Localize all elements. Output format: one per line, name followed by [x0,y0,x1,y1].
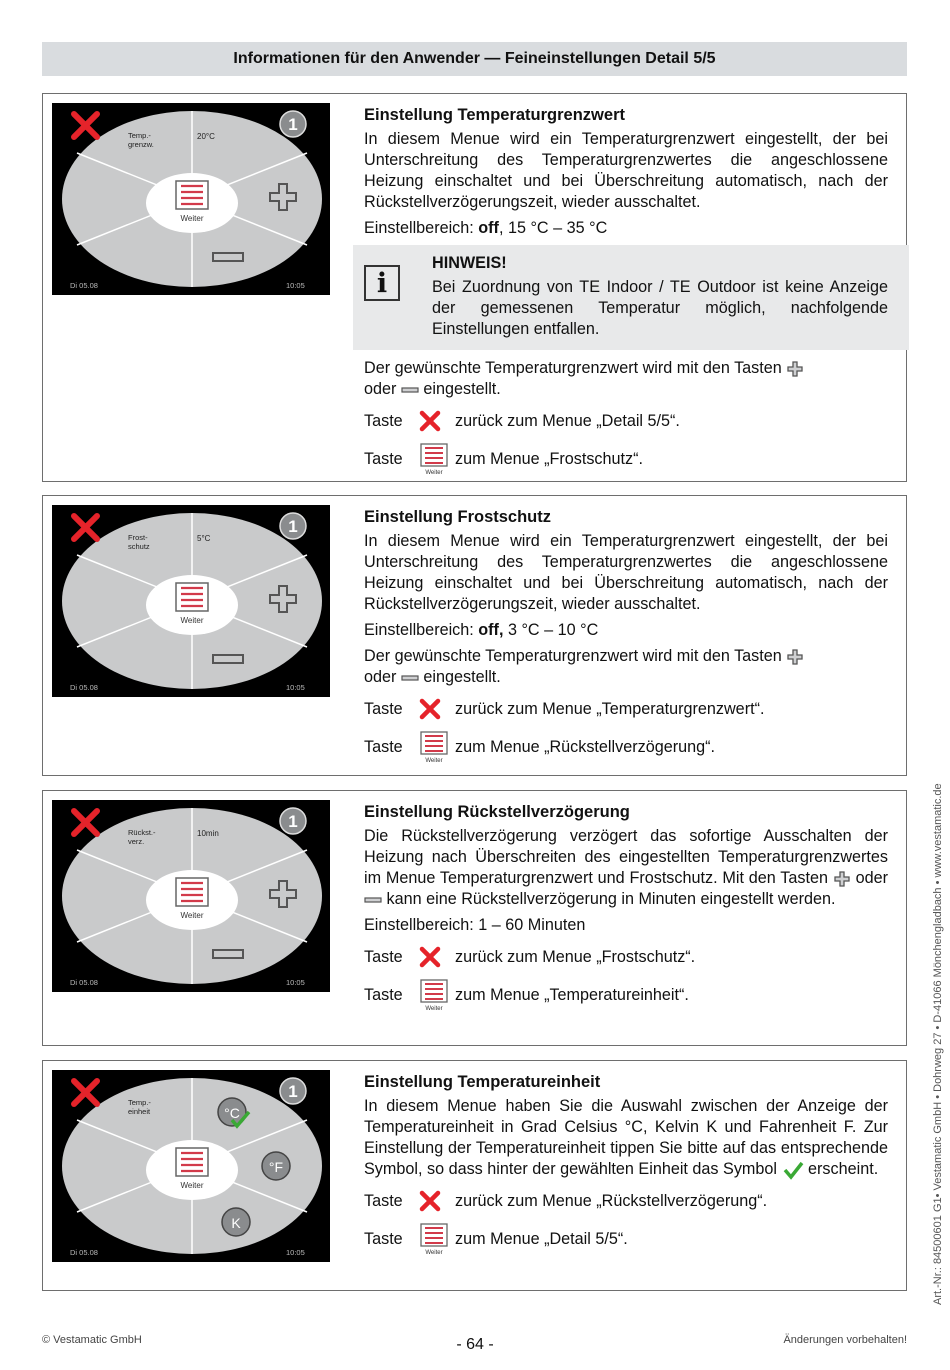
screen-label-2: einheit [128,1107,151,1116]
minus-icon [401,673,419,683]
screen-minus-icon [213,655,243,663]
screen-weiter-label: Weiter [180,1181,204,1190]
section-body: Die Rückstellverzögerung verzögert das sofortige Ausschalten der Heizung nach Überschreiten des eingestellten Temperaturgrenzwertes im Menue Temperaturgrenzwert und Frostschutz. Mit den Tasten oder kann eine Rückstellverzögerung in Minuten eingestellt werden. [364,827,889,908]
section-temperatureinheit [42,1060,907,1291]
screen-label-1: Temp.- [128,131,151,140]
close-x-icon [419,410,441,432]
checkmark-icon [782,1160,804,1180]
plus-icon [786,648,804,666]
back-instruction: Taste zurück zum Menue „Rückstellverzögerung“. [364,1188,888,1214]
screen-weiter-label: Weiter [180,616,204,625]
section-title: Einstellung Rückstellverzögerung [364,803,630,821]
screen-number: 1 [288,812,298,831]
screen-number: 1 [288,517,298,536]
section-title: Einstellung Frostschutz [364,508,552,526]
next-instruction: Taste Weiter zum Menue „Detail 5/5“. [364,1226,888,1252]
heater-weiter-icon [419,1223,449,1255]
range: Einstellbereich: off, 15 °C – 35 °C [364,219,608,237]
screen-weiter-label: Weiter [180,911,204,920]
back-instruction: Taste zurück zum Menue „Temperaturgrenzwert“. [364,696,888,722]
screen-number: 1 [288,115,298,134]
note-title: HINWEIS! [432,254,507,272]
screen-close-icon [74,516,97,539]
heater-weiter-icon [419,731,449,763]
screen-minus-icon [213,950,243,958]
next-instruction: Taste Weiter zum Menue „Frostschutz“. [364,446,888,472]
screen-time: 10:05 [286,1248,305,1257]
unit-k-label: K [231,1215,241,1231]
section-temperaturgrenzwert [42,93,907,482]
screen-date: Di 05.08 [70,281,98,290]
svg-text:Weiter: Weiter [425,1006,443,1011]
range: Einstellbereich: off, 3 °C – 10 °C [364,621,599,639]
back-instruction: Taste zurück zum Menue „Detail 5/5“. [364,408,888,434]
section-title: Einstellung Temperaturgrenzwert [364,106,625,124]
unit-c-label: °C [224,1105,240,1121]
plus-icon [786,360,804,378]
screen-date: Di 05.08 [70,978,98,987]
footer-copyright: © Vestamatic GmbH [42,1334,142,1346]
device-screen [52,1070,330,1262]
screen-value: 10min [197,829,219,838]
info-icon: i [364,265,400,301]
range: Einstellbereich: 1 – 60 Minuten [364,916,586,934]
close-x-icon [419,1190,441,1212]
footer-note: Änderungen vorbehalten! [783,1334,907,1346]
screen-minus-icon [213,253,243,261]
svg-text:Weiter: Weiter [425,758,443,763]
screen-time: 10:05 [286,683,305,692]
screen-time: 10:05 [286,978,305,987]
note-text: Bei Zuordnung von TE Indoor / TE Outdoor ist keine Anzeige der gemessenen Temperatur möglich, nachfolgende Einstellungen entfallen. [432,278,888,338]
screen-weiter-label: Weiter [180,214,204,223]
heater-weiter-icon [419,979,449,1011]
screen-date: Di 05.08 [70,1248,98,1257]
device-screen [52,800,330,992]
adjust-text: Der gewünschte Temperaturgrenzwert wird mit den Tasten oder eingestellt. [364,646,888,688]
screen-value: 20°C [197,132,215,141]
section-frostschutz [42,495,907,776]
minus-icon [401,385,419,395]
section-body: In diesem Menue wird ein Temperaturgrenzwert eingestellt, der bei Unterschreitung des Temperaturgrenzwertes die angeschlossene Heizung einschaltet und bei Überschreitung automatisch, nach der Rückstellverzögerungszeit, wieder ausschaltet. [364,130,888,211]
screen-value: 5°C [197,534,211,543]
device-screen [52,103,330,295]
heater-weiter-icon [419,443,449,475]
screen-label-1: Frost- [128,533,148,542]
screen-close-icon [74,1081,97,1104]
screen-label-2: grenzw. [128,140,154,149]
screen-close-icon [74,811,97,834]
adjust-text: Der gewünschte Temperaturgrenzwert wird mit den Tasten oder eingestellt. [364,358,888,400]
section-body: In diesem Menue haben Sie die Auswahl zwischen der Anzeige der Temperatureinheit in Grad Celsius °C, Kelvin K und Fahrenheit F. Zur Einstellung der Temperatureinheit tippen Sie bitte auf das entsprechende Symbol, so dass hinter der gewählten Einheit das Symbol erscheint. [364,1097,888,1178]
article-side-text: Art.-Nr.: 84500601 G1• Vestamatic GmbH • Dohrweg 27 • D-41066 Mönchengladbach • www.vestamatic.de [932,783,944,1305]
hinweis-note [353,245,909,350]
svg-text:Weiter: Weiter [425,470,443,475]
minus-icon [364,895,382,905]
section-body: In diesem Menue wird ein Temperaturgrenzwert eingestellt, der bei Unterschreitung des Temperaturgrenzwertes die angeschlossene Heizung einschaltet und bei Überschreitung automatisch, nach der Rückstellverzögerungszeit, wieder ausschaltet. [364,532,888,613]
screen-label-2: verz. [128,837,145,846]
screen-number: 1 [288,1082,298,1101]
next-instruction: Taste Weiter zum Menue „Rückstellverzögerung“. [364,734,888,760]
unit-f-label: °F [268,1159,284,1175]
section-rueckstellverzoegerung [42,790,907,1046]
svg-text:Weiter: Weiter [425,1250,443,1255]
screen-label-1: Rückst.- [128,828,156,837]
screen-date: Di 05.08 [70,683,98,692]
device-screen [52,505,330,697]
close-x-icon [419,946,441,968]
close-x-icon [419,698,441,720]
page-header: Informationen für den Anwender — Feineinstellungen Detail 5/5 [42,42,907,76]
section-title: Einstellung Temperatureinheit [364,1073,601,1091]
screen-label-2: schutz [128,542,150,551]
next-instruction: Taste Weiter zum Menue „Temperatureinheit“. [364,982,888,1008]
screen-time: 10:05 [286,281,305,290]
screen-label-1: Temp.- [128,1098,151,1107]
plus-icon [833,870,851,888]
back-instruction: Taste zurück zum Menue „Frostschutz“. [364,944,888,970]
screen-close-icon [74,114,97,137]
page-number: - 64 - [456,1336,494,1353]
